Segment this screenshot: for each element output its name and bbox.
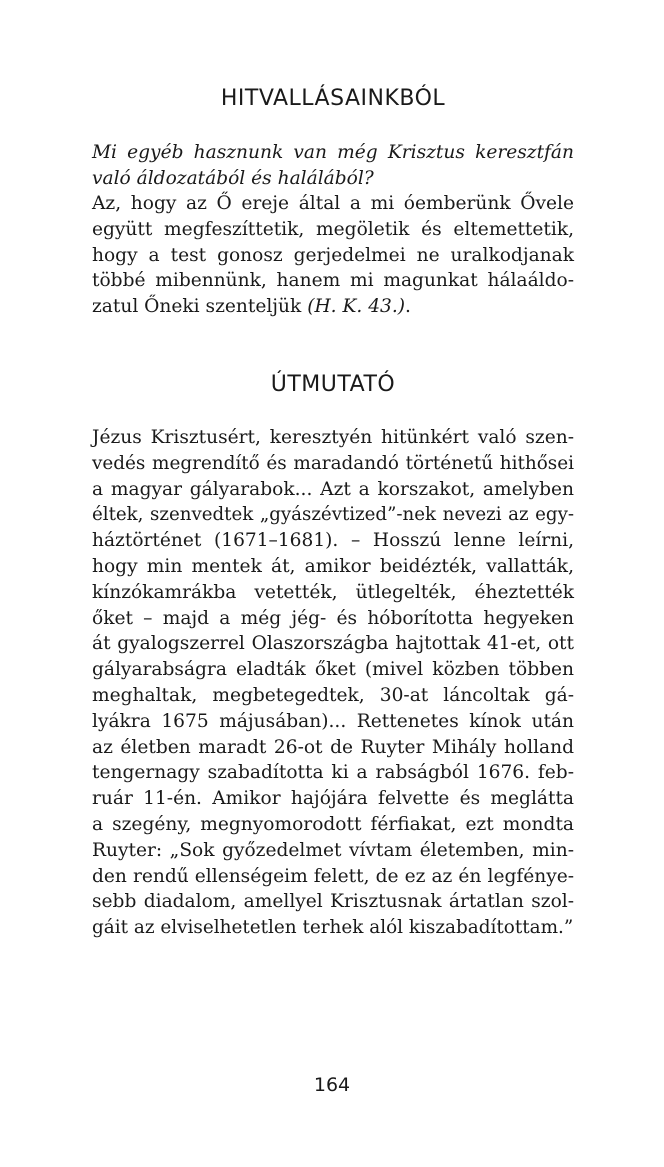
- body-line: Ruyter: „Sok győzedelmet vívtam életemben, min-: [92, 839, 574, 861]
- body-line: át gyalogszerrel Olaszországba hajtottak 41-et, ott: [92, 633, 574, 655]
- question-line: való áldozatából és halálából?: [92, 167, 374, 189]
- catechism-question: [92, 140, 574, 192]
- catechism-reference: (H. K. 43.): [307, 296, 406, 318]
- answer-line: együtt megfeszíttetik, megöletik és eltemettetik,: [92, 218, 574, 240]
- body-line: sebb diadalom, amellyel Krisztusnak ártatlan szol-: [92, 891, 574, 913]
- body-line: kínzókamrákba vetették, ütlegelték, éheztették: [92, 581, 574, 603]
- answer-line-last: [92, 294, 574, 320]
- body-line: ruár 11-én. Amikor hajójára felvette és meglátta: [92, 788, 574, 810]
- body-line: a szegény, megnyomorodott férfiakat, ezt mondta: [92, 813, 574, 835]
- catechism-answer: [92, 191, 574, 320]
- answer-period: .: [405, 296, 411, 318]
- body-line: vedés megrendítő és maradandó történetű hithősei: [92, 452, 574, 474]
- body-line: a magyar gályarabok... Azt a korszakot, amelyben: [92, 478, 574, 500]
- body-line: den rendű ellenségeim felett, de ez az én legfénye-: [92, 865, 574, 887]
- body-line: gáit az elviselhetetlen terhek alól kiszabadítottam.”: [92, 917, 574, 939]
- answer-line: többé mibennünk, hanem mi magunkat hálaáldo-: [92, 270, 574, 292]
- section-heading-utmutato: ÚTMUTATÓ: [270, 372, 396, 397]
- question-line: Mi egyéb hasznunk van még Krisztus keresztfán: [92, 142, 574, 163]
- body-line: lyákra 1675 májusában)... Rettenetes kínok után: [92, 710, 574, 732]
- answer-line: hogy a test gonosz gerjedelmei ne uralkodjanak: [92, 244, 574, 266]
- section-heading-hitvallasainkbol: HITVALLÁSAINKBÓL: [220, 86, 446, 111]
- body-line: hogy min mentek át, amikor beidézték, vallatták,: [92, 555, 574, 577]
- body-line: tengernagy szabadította ki a rabságból 1676. feb-: [92, 762, 574, 784]
- body-line: éltek, szenvedtek „gyászévtized”-nek nevezi az egy-: [92, 504, 574, 526]
- body-line: Jézus Krisztusért, keresztyén hitünkért való szen-: [92, 427, 574, 448]
- body-line: meghaltak, megbetegedtek, 30-at láncoltak gá-: [92, 684, 574, 706]
- answer-text: zatul Őneki szenteljük: [92, 296, 308, 318]
- body-line: az életben maradt 26-ot de Ruyter Mihály holland: [92, 736, 574, 758]
- answer-line: Az, hogy az Ő ereje által a mi óemberünk Ővele: [92, 193, 574, 214]
- page-number: 164: [313, 1074, 351, 1096]
- utmutato-body: [92, 425, 574, 941]
- body-line: őket – majd a még jég- és hóborította hegyeken: [92, 607, 574, 629]
- body-line: gályarabságra eladták őket (mivel közben többen: [92, 659, 574, 681]
- body-line: háztörténet (1671–1681). – Hosszú lenne leírni,: [92, 530, 574, 552]
